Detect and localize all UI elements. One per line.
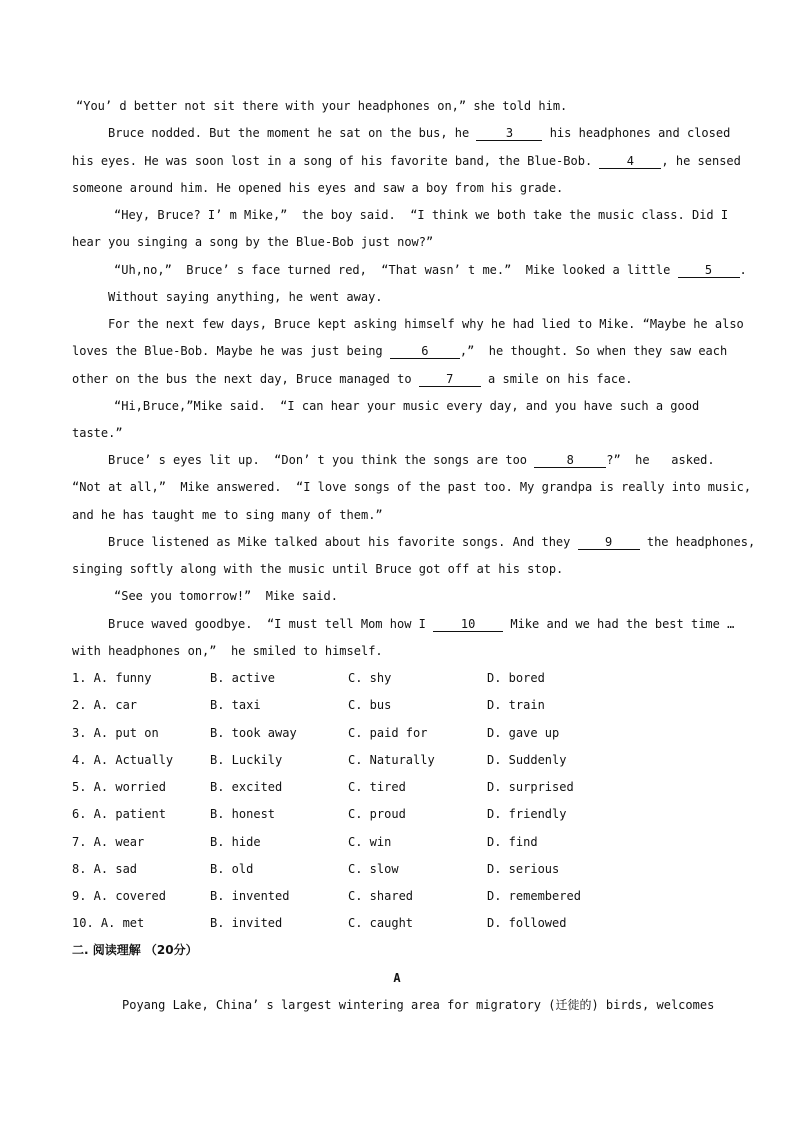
option-d: D. remembered [487,889,581,903]
option-d: D. surprised [487,780,574,794]
blank-4: 4 [599,154,661,169]
option-b: B. excited [210,780,283,794]
option-c: C. tired [348,780,406,794]
option-a: 5. A. worried [72,780,166,794]
passage-line: someone around him. He opened his eyes and saw a boy from his grade. [72,181,564,195]
passage-line: “Uh,no,” Bruce’ s face turned red, “That wasn’ t me.” Mike looked a little 5 . [114,263,747,277]
passage-line: “Not at all,” Mike answered. “I love songs of the past too. My grandpa is really into music, [72,480,752,494]
option-c: C. shy [348,671,392,685]
option-a: 8. A. sad [72,862,138,876]
passage-line: other on the bus the next day, Bruce managed to 7 a smile on his face. [72,372,633,386]
passage-line: For the next few days, Bruce kept asking himself why he had lied to Mike. “Maybe he also [108,317,744,331]
option-d: D. Suddenly [487,753,567,767]
passage-line: Poyang Lake, China’ s largest wintering area for migratory (迁徙的) birds, welcomes [122,998,715,1012]
option-a: 3. A. put on [72,726,159,740]
blank-7: 7 [419,372,481,387]
option-b: B. honest [210,807,276,821]
option-c: C. caught [348,916,414,930]
option-c: C. win [348,835,392,849]
passage-line: loves the Blue-Bob. Maybe he was just being 6 ,” he thought. So when they saw each [72,344,728,358]
option-a: 10. A. met [72,916,145,930]
option-b: B. invented [210,889,290,903]
passage-letter: A [393,971,401,985]
passage-line: hear you singing a song by the Blue-Bob just now?” [72,235,434,249]
passage-line: singing softly along with the music until Bruce got off at his stop. [72,562,564,576]
blank-6: 6 [390,344,460,359]
option-a: 9. A. covered [72,889,166,903]
option-a: 4. A. Actually [72,753,174,767]
option-a: 2. A. car [72,698,138,712]
blank-8: 8 [534,453,606,468]
passage-line: his eyes. He was soon lost in a song of his favorite band, the Blue-Bob. 4 , he sensed [72,154,741,168]
option-d: D. followed [487,916,567,930]
option-b: B. taxi [210,698,261,712]
blank-5: 5 [678,263,740,278]
blank-9: 9 [578,535,640,550]
section-title: 二. 阅读理解 （20分） [72,943,198,957]
passage-line: Bruce waved goodbye. “I must tell Mom how I 10 Mike and we had the best time … [108,617,735,631]
passage-line: “See you tomorrow!” Mike said. [114,589,338,603]
option-d: D. gave up [487,726,560,740]
option-a: 6. A. patient [72,807,166,821]
passage-line: Bruce nodded. But the moment he sat on the bus, he 3 his headphones and closed [108,126,731,140]
option-b: B. Luckily [210,753,283,767]
passage-line: “You’ d better not sit there with your headphones on,” she told him. [76,99,568,113]
option-c: C. bus [348,698,392,712]
passage-line: taste.” [72,426,123,440]
passage-line: Bruce listened as Mike talked about his favorite songs. And they 9 the headphones, [108,535,756,549]
option-c: C. slow [348,862,399,876]
blank-3: 3 [476,126,542,141]
option-d: D. train [487,698,545,712]
passage-line: Bruce’ s eyes lit up. “Don’ t you think the songs are too 8 ?” he asked. [108,453,715,467]
option-b: B. took away [210,726,297,740]
passage-line: “Hey, Bruce? I’ m Mike,” the boy said. “I think we both take the music class. Did I [114,208,729,222]
option-a: 1. A. funny [72,671,152,685]
option-b: B. invited [210,916,283,930]
option-d: D. find [487,835,538,849]
passage-line: and he has taught me to sing many of them.” [72,508,383,522]
option-c: C. proud [348,807,406,821]
passage-line: with headphones on,” he smiled to himself. [72,644,383,658]
blank-10: 10 [433,617,503,632]
option-d: D. bored [487,671,545,685]
passage-line: Without saying anything, he went away. [108,290,383,304]
option-c: C. Naturally [348,753,435,767]
option-c: C. paid for [348,726,428,740]
passage-line: “Hi,Bruce,”Mike said. “I can hear your music every day, and you have such a good [114,399,700,413]
option-b: B. active [210,671,276,685]
option-d: D. friendly [487,807,567,821]
option-c: C. shared [348,889,414,903]
option-d: D. serious [487,862,560,876]
option-b: B. hide [210,835,261,849]
option-a: 7. A. wear [72,835,145,849]
option-b: B. old [210,862,254,876]
